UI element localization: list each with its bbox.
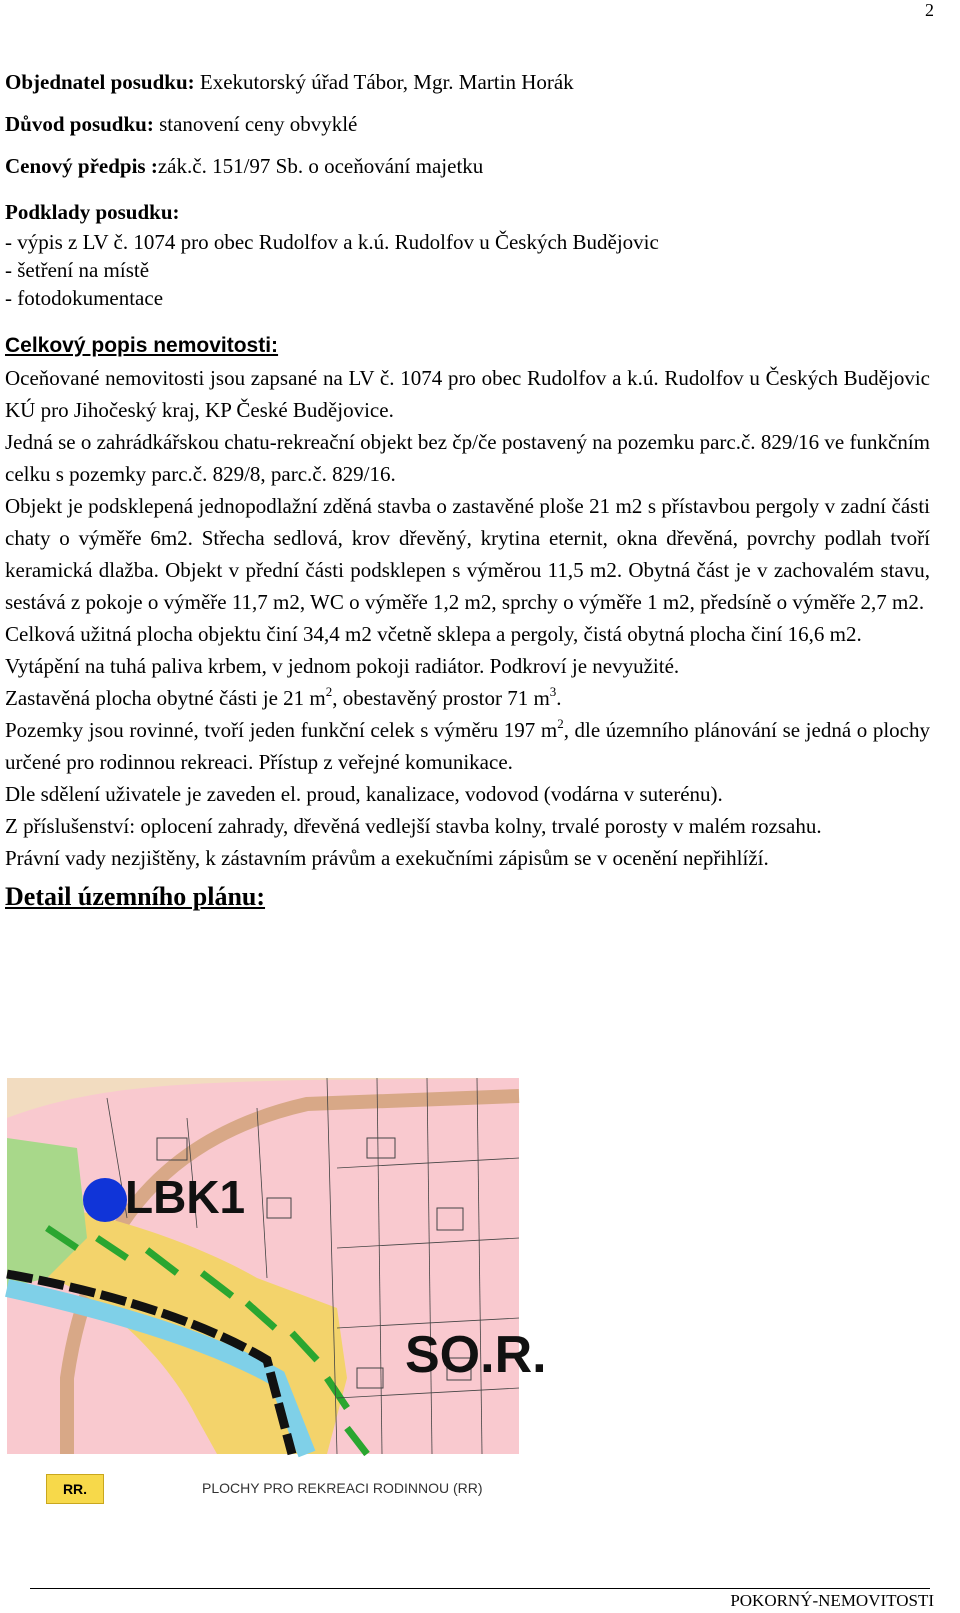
client-value: Exekutorský úřad Tábor, Mgr. Martin Horák — [194, 70, 574, 94]
client-label: Objednatel posudku: — [5, 70, 195, 94]
footer-text: POKORNÝ-NEMOVITOSTI — [730, 1591, 934, 1610]
price-regulation-line — [5, 150, 930, 182]
zoning-plan-map-image — [7, 1078, 547, 1454]
description-paragraph: Zastavěná plocha obytné části je 21 $m^2$, obestavěný prostor 71 $m^3$. — [5, 684, 562, 710]
price-regulation-label: Cenový předpis : — [5, 154, 158, 178]
reason-line — [5, 108, 930, 140]
footer-rule — [30, 1588, 930, 1589]
reason-label: Důvod posudku: — [5, 112, 154, 136]
documents-heading: Podklady posudku: — [5, 200, 180, 224]
zoning-plan-map — [7, 1078, 547, 1454]
reason-value: stanovení ceny obvyklé — [153, 112, 358, 136]
price-regulation-value: zák.č. 151/97 Sb. o oceňování majetku — [157, 154, 484, 178]
page-number: 2 — [925, 0, 934, 20]
documents-item: - výpis z LV č. 1074 pro obec Rudolfov a k.ú. Rudolfov u Českých Budějovic — [5, 230, 659, 254]
description-paragraph: Vytápění na tuhá paliva krbem, v jednom pokoji radiátor. Podkroví je nevyužité. — [5, 654, 680, 678]
plan-heading: Detail územního plánu: — [5, 882, 266, 911]
description-paragraph: Oceňované nemovitosti jsou zapsané na LV č. 1074 pro obec Rudolfov a k.ú. Rudolfov u Českých Budějovic KÚ pro Jihočeský kraj, KP České Budějovice. — [5, 366, 930, 422]
zone-label-so: SO.R. — [405, 1326, 547, 1384]
report-body — [5, 66, 930, 914]
description-paragraph: Z příslušenství: oplocení zahrady, dřevěná vedlejší stavba kolny, trvalé porosty v malém rozsahu. — [5, 814, 822, 838]
description-paragraph: Právní vady nezjištěny, k zástavním právům a exekučními zápisům se v ocenění nepřihlíží. — [5, 846, 769, 870]
documents-item: - fotodokumentace — [5, 286, 164, 310]
description-paragraph: Celková užitná plocha objektu činí 34,4 m2 včetně sklepa a pergoly, čistá obytná plocha činí 16,6 m2. — [5, 622, 862, 646]
legend-swatch-rr: RR. — [46, 1474, 104, 1504]
description-paragraph: Pozemky jsou rovinné, tvoří jeden funkční celek s výměru 197 $m^2$, dle územního plánování se jedná o plochy určené pro rodinnou rekreaci. Přístup z veřejné komunikace. — [5, 716, 930, 774]
legend-label: PLOCHY PRO REKREACI RODINNOU (RR) — [202, 1480, 483, 1496]
client-line — [5, 66, 930, 98]
description-paragraph: Jedná se o zahrádkářskou chatu-rekreační objekt bez čp/če postavený na pozemku parc.č. 829/16 ve funkčním celku s pozemky parc.č. 829/8, parc.č. 829/16. — [5, 430, 930, 486]
documents-item: - šetření na místě — [5, 258, 150, 282]
description-heading: Celkový popis nemovitosti: — [5, 334, 279, 357]
description-paragraph: Objekt je podsklepená jednopodlažní zděná stavba o zastavěné ploše 21 m2 s přístavbou pergoly v zadní části chaty o výměře 6m2. Střecha sedlová, krov dřevěný, krytina eternit, okna dřevěná, povrchy podlah tvoří keramická dlažba. Objekt v přední části podsklepen s výměrou 11,5 m2. Obytná část je v zachovalém stavu, sestává z pokoje o výměře 11,7 m2, WC o výměře 1,2 m2, sprchy o výměře 1 m2, předsíně o výměře 2,7 m2. — [5, 494, 930, 614]
description-paragraph: Dle sdělení uživatele je zaveden el. proud, kanalizace, vodovod (vodárna v suterénu). — [5, 782, 723, 806]
zone-label-lbk: LBK1 — [125, 1171, 246, 1223]
